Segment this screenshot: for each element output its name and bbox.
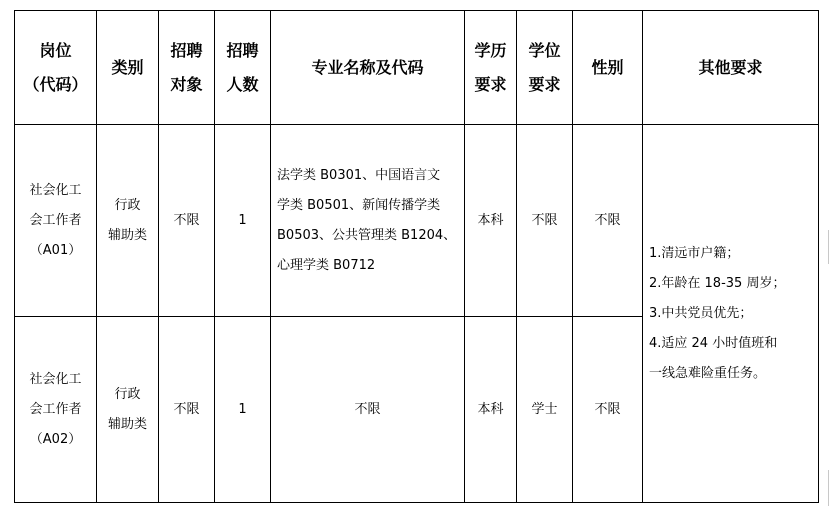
header-gender [573, 11, 643, 125]
category-line2: 辅助类 [107, 227, 147, 243]
header-gender-label: 性别 [591, 57, 624, 77]
header-education-line1: 学历 [474, 40, 507, 60]
table-row [15, 125, 819, 317]
header-recruit-count [215, 11, 271, 125]
page-edge-mark [828, 230, 829, 264]
header-position [15, 11, 97, 125]
major-line: B0503、公共管理类 B1204、 [277, 227, 457, 243]
header-position-line1: 岗位 [39, 40, 72, 60]
cell-degree: 不限 [517, 125, 573, 317]
major-line: 不限 [354, 401, 381, 417]
cell-major [271, 317, 465, 503]
cell-gender: 不限 [573, 125, 643, 317]
category-line2: 辅助类 [107, 416, 147, 432]
cell-other-requirements [643, 125, 819, 503]
position-name-line2: 会工作者 [29, 212, 82, 228]
major-line: 法学类 B0301、中国语言文 [277, 167, 441, 183]
page-edge-mark [828, 470, 829, 506]
cell-education: 本科 [465, 317, 517, 503]
header-other-label: 其他要求 [698, 57, 763, 77]
position-name-line2: 会工作者 [29, 401, 82, 417]
cell-major [271, 125, 465, 317]
header-recruit-target-line2: 对象 [170, 74, 203, 94]
header-major-label: 专业名称及代码 [311, 57, 424, 77]
cell-target: 不限 [159, 317, 215, 503]
header-category-label: 类别 [111, 57, 144, 77]
cell-count: 1 [215, 317, 271, 503]
other-requirement-line: 2.年龄在 18-35 周岁； [649, 275, 786, 291]
header-education-line2: 要求 [474, 74, 507, 94]
recruitment-table [14, 10, 819, 503]
category-line1: 行政 [114, 197, 141, 213]
cell-count: 1 [215, 125, 271, 317]
position-code: （A02） [29, 431, 82, 447]
header-recruit-count-line2: 人数 [226, 74, 259, 94]
header-major [271, 11, 465, 125]
header-row [15, 11, 819, 125]
position-name-line1: 社会化工 [29, 182, 82, 198]
cell-position [15, 317, 97, 503]
header-recruit-target-line1: 招聘 [170, 40, 203, 60]
cell-gender: 不限 [573, 317, 643, 503]
header-degree-line1: 学位 [528, 40, 561, 60]
header-category [97, 11, 159, 125]
header-degree-line2: 要求 [528, 74, 561, 94]
position-name-line1: 社会化工 [29, 371, 82, 387]
other-requirement-line: 3.中共党员优先； [649, 305, 753, 321]
header-education [465, 11, 517, 125]
position-code: （A01） [29, 242, 82, 258]
cell-category [97, 317, 159, 503]
header-degree [517, 11, 573, 125]
major-line: 心理学类 B0712 [277, 257, 376, 273]
header-recruit-count-line1: 招聘 [226, 40, 259, 60]
other-requirement-line: 4.适应 24 小时值班和 [649, 335, 778, 351]
header-other [643, 11, 819, 125]
other-requirement-line: 一线急难险重任务。 [649, 365, 767, 381]
major-line: 学类 B0501、新闻传播学类 [277, 197, 441, 213]
header-position-line2: （代码） [23, 74, 88, 94]
category-line1: 行政 [114, 386, 141, 402]
cell-category [97, 125, 159, 317]
header-recruit-target [159, 11, 215, 125]
cell-position [15, 125, 97, 317]
other-requirement-line: 1.清远市户籍； [649, 245, 740, 261]
cell-degree: 学士 [517, 317, 573, 503]
cell-education: 本科 [465, 125, 517, 317]
cell-target: 不限 [159, 125, 215, 317]
